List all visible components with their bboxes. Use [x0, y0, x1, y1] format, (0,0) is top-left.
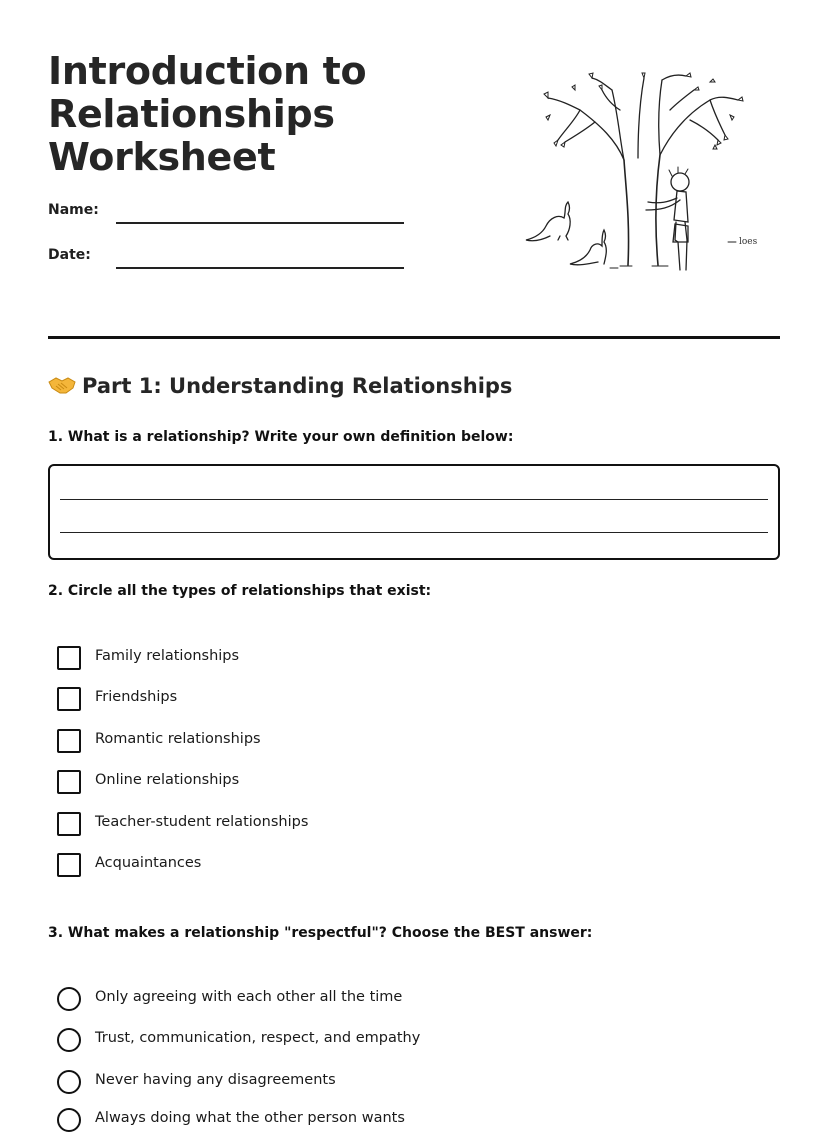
- checkbox[interactable]: [57, 729, 81, 753]
- radio-button[interactable]: [57, 1028, 81, 1052]
- checkbox[interactable]: [57, 770, 81, 794]
- part-1-heading-text: Part 1: Understanding Relationships: [82, 374, 513, 398]
- date-field[interactable]: [116, 247, 404, 269]
- answer-line: [60, 532, 768, 533]
- question-2: 2. Circle all the types of relationships that exist:: [48, 583, 432, 599]
- part-1-heading: [48, 374, 512, 398]
- checkbox[interactable]: [57, 812, 81, 836]
- name-label: Name:: [48, 202, 99, 218]
- answer-line: [60, 499, 768, 500]
- name-field-row: [48, 202, 408, 228]
- worksheet-title: Introduction to Relationships Worksheet: [48, 49, 367, 179]
- radio-button[interactable]: [57, 1108, 81, 1132]
- checkbox[interactable]: [57, 646, 81, 670]
- option-label: Teacher-student relationships: [95, 814, 309, 830]
- option-label: Only agreeing with each other all the time: [95, 989, 403, 1005]
- question-3: 3. What makes a relationship "respectful"? Choose the BEST answer:: [48, 925, 593, 941]
- definition-answer-box[interactable]: [48, 464, 780, 560]
- option-label: Friendships: [95, 689, 178, 705]
- question-1: 1. What is a relationship? Write your own definition below:: [48, 429, 514, 445]
- checkbox[interactable]: [57, 853, 81, 877]
- option-label: Never having any disagreements: [95, 1072, 336, 1088]
- checkbox[interactable]: [57, 687, 81, 711]
- section-divider: [48, 336, 780, 339]
- option-label: Family relationships: [95, 648, 240, 664]
- handshake-icon: [48, 374, 76, 396]
- option-label: Romantic relationships: [95, 731, 261, 747]
- option-label: Trust, communication, respect, and empathy: [95, 1030, 421, 1046]
- option-label: Online relationships: [95, 772, 240, 788]
- date-label: Date:: [48, 247, 91, 263]
- option-label: Acquaintances: [95, 855, 202, 871]
- tree-hug-illustration: [520, 70, 760, 280]
- radio-button[interactable]: [57, 1070, 81, 1094]
- radio-button[interactable]: [57, 987, 81, 1011]
- name-field[interactable]: [116, 202, 404, 224]
- signature-text: loes: [739, 237, 758, 247]
- date-field-row: [48, 247, 408, 273]
- option-label: Always doing what the other person wants: [95, 1110, 405, 1126]
